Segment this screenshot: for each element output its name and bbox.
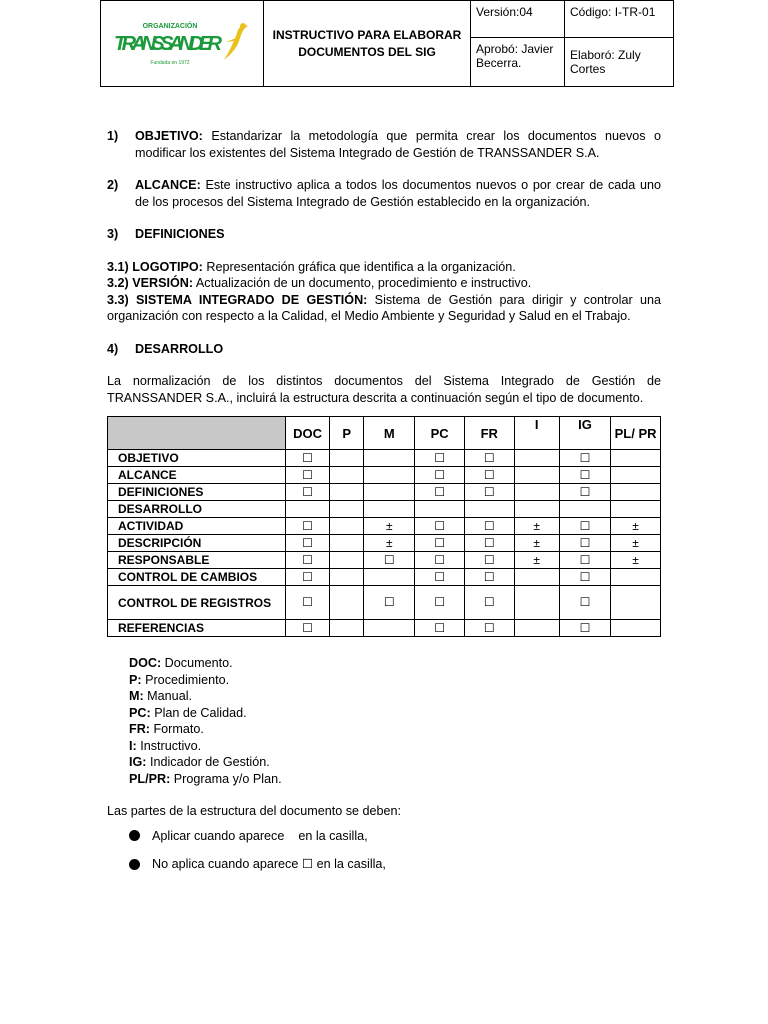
section-definitions (107, 226, 661, 243)
table-cell (330, 450, 364, 467)
table-column-header: PC (415, 417, 465, 450)
table-cell: ± (364, 518, 415, 535)
table-cell: ☐ (364, 586, 415, 620)
section-label: OBJETIVO: (135, 129, 203, 143)
table-cell: ☐ (285, 620, 329, 637)
table-row (108, 620, 661, 637)
table-cell (330, 552, 364, 569)
legend-text: Procedimiento. (141, 672, 230, 687)
table-cell (364, 467, 415, 484)
table-cell (611, 620, 661, 637)
legend-item (129, 738, 661, 755)
table-cell: ± (514, 552, 559, 569)
table-cell: ☐ (464, 467, 514, 484)
section-label: DEFINICIONES (135, 227, 225, 241)
row-label: RESPONSABLE (108, 552, 286, 569)
table-row (108, 450, 661, 467)
table-cell (364, 484, 415, 501)
table-row (108, 552, 661, 569)
table-cell: ☐ (559, 569, 610, 586)
table-cell: ☐ (415, 569, 465, 586)
section-number: 4) (107, 341, 119, 356)
section-number: 3) (107, 227, 119, 241)
legend-text: Indicador de Gestión. (146, 755, 270, 769)
approved-cell: Aprobó: Javier Becerra. (471, 38, 565, 87)
legend-text: Instructivo. (136, 738, 202, 753)
table-cell: ☐ (415, 552, 465, 569)
bullet-text: No aplica cuando aparece ☐ en la casilla, (152, 857, 386, 871)
legend-item (129, 721, 661, 738)
table-cell: ☐ (464, 535, 514, 552)
legend-item (129, 771, 661, 788)
table-cell: ☐ (415, 467, 465, 484)
document-header (100, 0, 674, 87)
table-corner-cell (108, 417, 286, 450)
code-cell: Código: I-TR-01 (565, 1, 674, 38)
table-cell (330, 620, 364, 637)
definition-text: Sistema de Gestión para dirigir y controlar una organización con respecto a la Calidad, el Medio Ambiente y Seguridad y Salud en el Trabajo. (107, 292, 661, 323)
table-cell (611, 586, 661, 620)
logo-sub-text: Fundada en 1972 (150, 59, 190, 66)
table-cell (330, 586, 364, 620)
row-label: DEFINICIONES (108, 484, 286, 501)
definition-text: Actualización de un documento, procedimiento e instructivo. (193, 276, 532, 290)
legend-abbr: M: (129, 689, 144, 703)
table-cell (611, 450, 661, 467)
table-cell: ☐ (415, 620, 465, 637)
table-cell: ☐ (415, 535, 465, 552)
bullet-dot-icon (129, 830, 140, 841)
table-cell: ☐ (559, 467, 610, 484)
table-cell: ± (611, 518, 661, 535)
table-cell: ☐ (464, 569, 514, 586)
table-cell: ☐ (559, 450, 610, 467)
table-cell: ± (514, 535, 559, 552)
table-row (108, 518, 661, 535)
table-cell (514, 484, 559, 501)
bullet-not-applies (107, 856, 661, 873)
definition-text: Representación gráfica que identifica a la organización. (202, 259, 516, 274)
table-cell (330, 501, 364, 518)
table-cell: ± (611, 535, 661, 552)
table-header-row (108, 417, 661, 450)
table-cell: ☐ (285, 552, 329, 569)
table-cell (364, 620, 415, 637)
table-cell (330, 535, 364, 552)
table-cell (285, 501, 329, 518)
definition-label: 3.2) VERSIÓN: (107, 276, 194, 290)
table-cell (514, 467, 559, 484)
table-cell (514, 620, 559, 637)
section-number: 1) (107, 129, 119, 143)
table-cell (330, 569, 364, 586)
row-label: REFERENCIAS (108, 620, 286, 637)
table-cell: ☐ (559, 552, 610, 569)
table-row (108, 501, 661, 518)
table-row (108, 467, 661, 484)
section-scope (107, 177, 661, 210)
section-number: 2) (107, 178, 119, 192)
table-cell: ☐ (415, 586, 465, 620)
table-column-header: FR (464, 417, 514, 450)
table-cell: ☐ (464, 450, 514, 467)
table-cell: ☐ (559, 535, 610, 552)
legend-abbr: I: (129, 738, 137, 753)
table-cell: ☐ (464, 620, 514, 637)
section-objective (107, 128, 661, 161)
legend-abbr: IG: (129, 755, 147, 769)
legend-item (129, 655, 661, 672)
table-column-header: P (330, 417, 364, 450)
bullet-dot-icon (129, 859, 140, 870)
table-row (108, 535, 661, 552)
table-cell: ☐ (559, 586, 610, 620)
legend-abbr: FR: (129, 722, 150, 736)
legend-abbr: PL/PR: (129, 771, 171, 786)
row-label: ACTIVIDAD (108, 518, 286, 535)
table-cell (415, 501, 465, 518)
logo-cell (101, 1, 264, 87)
table-cell: ☐ (285, 467, 329, 484)
table-cell: ☐ (464, 586, 514, 620)
legend-abbr: PC: (129, 705, 151, 720)
document-title: INSTRUCTIVO PARA ELABORAR DOCUMENTOS DEL SIG (264, 1, 471, 87)
table-cell (330, 518, 364, 535)
section-label: DESARROLLO (135, 341, 224, 356)
logo-top-text: ORGANIZACIÓN (142, 22, 198, 30)
table-row (108, 484, 661, 501)
table-cell (364, 569, 415, 586)
table-cell: ☐ (364, 552, 415, 569)
table-column-header: PL/ PR (611, 417, 661, 450)
row-label: OBJETIVO (108, 450, 286, 467)
table-cell (514, 501, 559, 518)
version-cell: Versión:04 (471, 1, 565, 38)
table-cell: ☐ (285, 535, 329, 552)
table-column-header: DOC (285, 417, 329, 450)
row-label: CONTROL DE REGISTROS (108, 586, 286, 620)
legend-text: Programa y/o Plan. (170, 771, 282, 786)
bullet-applies (107, 828, 661, 845)
table-column-header: IG (559, 417, 610, 450)
legend-text: Documento. (161, 656, 233, 670)
legend-item (129, 754, 661, 771)
legend-item (129, 705, 661, 722)
definition-label: 3.3) SISTEMA INTEGRADO DE GESTIÓN: (107, 292, 368, 307)
table-cell: ☐ (415, 518, 465, 535)
table-cell (514, 569, 559, 586)
table-cell (611, 501, 661, 518)
table-cell (364, 501, 415, 518)
bullet-text: Aplicar cuando aparece en la casilla, (152, 828, 368, 843)
definition-sig (107, 292, 661, 325)
legend-item (129, 688, 661, 705)
section-text: Estandarizar la metodología que permita crear los documentos nuevos o modificar los existentes del Sistema Integrado de Gestión de TRANSSANDER S.A. (135, 129, 661, 160)
table-cell: ☐ (285, 518, 329, 535)
table-cell (514, 450, 559, 467)
table-cell: ☐ (464, 518, 514, 535)
document-body (107, 128, 661, 873)
prepared-cell: Elaboró: Zuly Cortes (565, 38, 674, 87)
logo-main-text: TRANSSANDER (114, 32, 222, 55)
row-label: DESARROLLO (108, 501, 286, 518)
table-cell: ☐ (559, 518, 610, 535)
table-cell: ☐ (415, 484, 465, 501)
table-cell: ☐ (464, 484, 514, 501)
table-cell: ☐ (285, 569, 329, 586)
abbreviation-legend (129, 655, 661, 787)
table-cell (611, 484, 661, 501)
table-cell (611, 467, 661, 484)
legend-abbr: P: (129, 672, 142, 687)
section-development (107, 341, 661, 358)
row-label: CONTROL DE CAMBIOS (108, 569, 286, 586)
table-cell (330, 467, 364, 484)
table-cell (464, 501, 514, 518)
table-cell: ± (364, 535, 415, 552)
table-cell (330, 484, 364, 501)
table-cell (514, 586, 559, 620)
row-label: DESCRIPCIÓN (108, 535, 286, 552)
legend-text: Formato. (149, 722, 204, 736)
legend-text: Plan de Calidad. (150, 705, 247, 720)
development-intro: La normalización de los distintos documentos del Sistema Integrado de Gestión de TRANSSANDER S.A., incluirá la estructura descrita a continuación según el tipo de documento. (107, 374, 661, 405)
section-text: Este instructivo aplica a todos los documentos nuevos o por crear de cada uno de los procesos del Sistema Integrado de Gestión establecido en la organización. (135, 178, 661, 209)
table-row (108, 569, 661, 586)
table-row (108, 586, 661, 620)
legend-abbr: DOC: (129, 656, 162, 670)
row-label: ALCANCE (108, 467, 286, 484)
document-structure-table (107, 416, 661, 637)
company-logo-icon (112, 20, 252, 68)
table-cell: ☐ (559, 620, 610, 637)
table-cell: ☐ (285, 450, 329, 467)
table-cell: ☐ (559, 484, 610, 501)
table-cell: ± (514, 518, 559, 535)
table-cell (611, 569, 661, 586)
table-cell: ☐ (415, 450, 465, 467)
definition-label: 3.1) LOGOTIPO: (107, 259, 203, 274)
section-label: ALCANCE: (135, 178, 201, 192)
table-cell (559, 501, 610, 518)
definition-logo (107, 259, 661, 276)
table-column-header: I (514, 417, 559, 450)
table-cell: ☐ (464, 552, 514, 569)
table-cell: ± (611, 552, 661, 569)
closing-text: Las partes de la estructura del documento se deben: (107, 804, 402, 818)
table-cell: ☐ (285, 484, 329, 501)
table-column-header: M (364, 417, 415, 450)
definition-version (107, 275, 661, 292)
table-cell (364, 450, 415, 467)
table-cell: ☐ (285, 586, 329, 620)
legend-text: Manual. (143, 689, 192, 703)
legend-item (129, 672, 661, 689)
